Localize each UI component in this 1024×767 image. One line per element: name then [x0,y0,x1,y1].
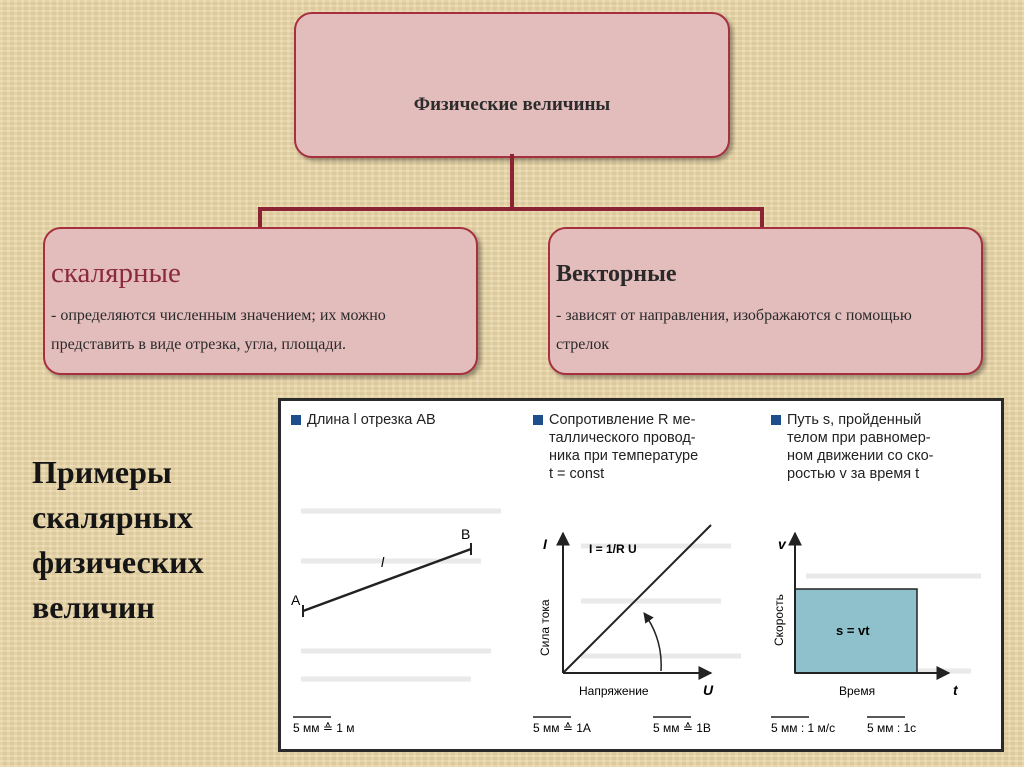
resistance-x-label: Напряжение [579,684,649,698]
segment-ab-line [303,549,471,611]
panel-figures [281,401,995,743]
resistance-header-line-4: t = const [549,466,605,482]
examples-line-3: физических [32,544,204,580]
segment-header-text: Длина l отрезка AB [307,412,436,428]
vector-node-box [548,227,983,375]
resistance-figure [533,525,714,735]
path-header-line-4: ростью v за время t [787,466,920,482]
textbook-panel [278,398,1004,752]
connector-right-drop [760,207,764,228]
point-a-label: A [291,592,301,608]
connector-left-drop [258,207,262,228]
segment-figure [291,526,471,735]
connector-vertical [510,154,514,209]
segment-scale-text: 5 мм ≙ 1 м [293,721,355,735]
root-node-box [294,12,730,158]
scalar-description-line-2: представить в виде отрезка, угла, площади. [51,336,347,353]
resistance-x-letter: U [703,682,714,698]
path-header-line-2: телом при равномер- [787,430,931,446]
resistance-header-line-1: Сопротивление R ме- [549,412,696,428]
angle-arc [644,613,661,671]
examples-caption [32,450,272,630]
examples-line-2: скалярных [32,499,193,535]
segment-length-label: l [381,554,385,570]
vector-description-line-2: стрелок [556,336,610,353]
vector-title: Векторные [556,261,677,287]
path-scale-2: 5 мм : 1с [867,721,917,735]
resistance-formula: I = 1/R U [589,542,637,556]
path-header-line-1: Путь s, пройденный [787,412,922,428]
scalar-description [51,301,470,359]
path-y-label: Скорость [772,594,786,646]
examples-line-4: величин [32,589,155,625]
path-scale-1: 5 мм : 1 м/с [771,721,836,735]
resistance-scale-1: 5 мм ≙ 1А [533,721,591,735]
path-y-letter: v [778,536,786,552]
resistance-scale-2: 5 мм ≙ 1В [653,721,711,735]
connector-horizontal [258,207,764,211]
path-header-line-3: ном движении со ско- [787,448,934,464]
examples-line-1: Примеры [32,454,172,490]
path-figure [771,533,959,735]
vector-description-line-1: - зависят от направления, изображаются с помощью [556,307,912,324]
scalar-title: скалярные [51,257,181,289]
resistance-y-letter: I [543,536,547,552]
root-node-title: Физические величины [413,94,611,115]
path-area-label: s = vt [836,623,870,638]
path-x-label: Время [839,684,876,698]
resistance-header-line-2: таллического провод- [549,430,696,446]
path-x-letter: t [953,682,958,698]
vector-description [556,301,975,359]
resistance-y-label: Сила тока [538,599,552,656]
scalar-node-box [43,227,478,375]
scalar-description-line-1: - определяются численным значением; их можно [51,307,386,324]
point-b-label: B [461,526,471,542]
resistance-header-line-3: ника при температуре [549,448,699,464]
